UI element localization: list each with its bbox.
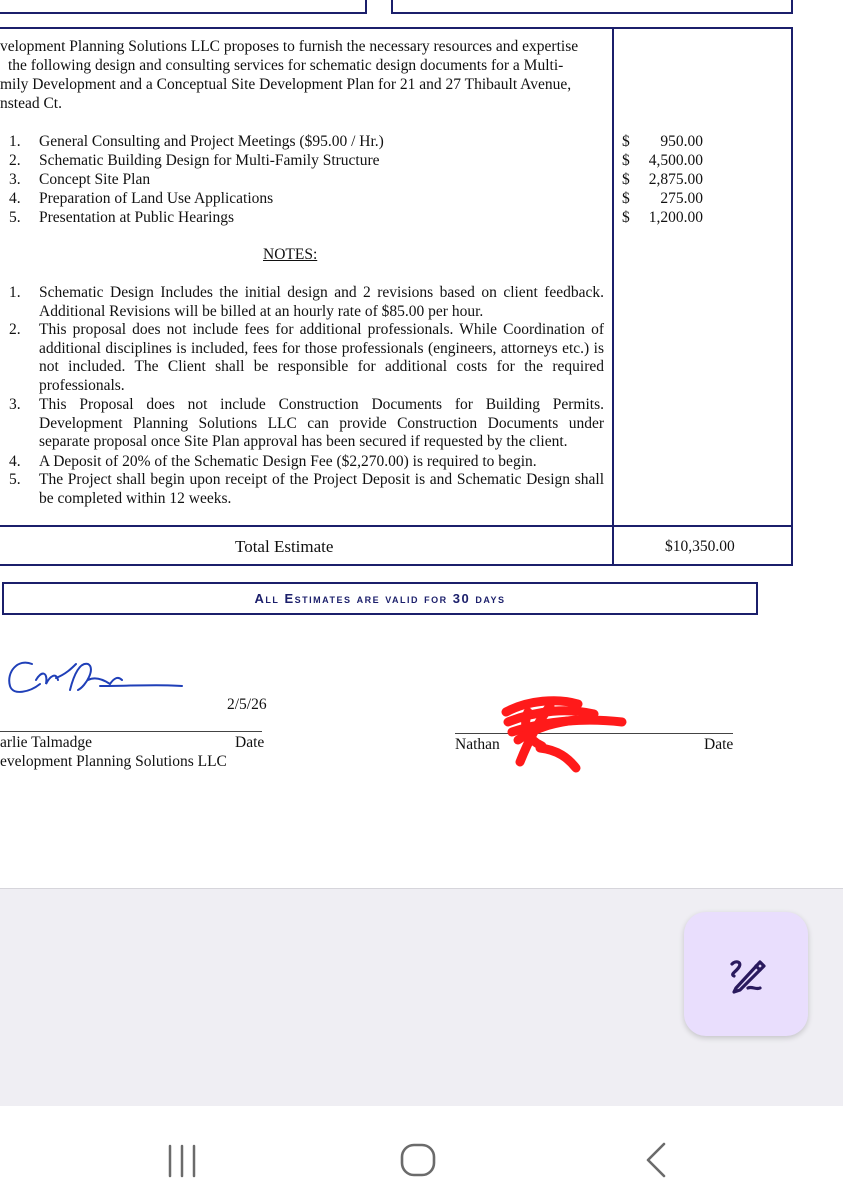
service-number: 2. xyxy=(9,152,21,169)
signature-date-label: Date xyxy=(235,734,265,751)
header-box-right xyxy=(391,0,793,14)
service-amount: 4,500.00 xyxy=(648,152,703,169)
service-label: Presentation at Public Hearings xyxy=(39,209,234,226)
intro-line: the following design and consulting services for schematic design documents for a Multi- xyxy=(8,57,564,74)
total-row-divider xyxy=(0,525,793,527)
amount-column-divider xyxy=(612,27,614,566)
service-currency: $ xyxy=(622,152,630,169)
total-label: Total Estimate xyxy=(235,537,334,556)
note-number: 3. xyxy=(9,396,21,413)
notes-heading: NOTES: xyxy=(263,246,318,263)
intro-line: velopment Planning Solutions LLC proposes to furnish the necessary resources and expertise xyxy=(0,38,579,55)
note-text: The Project shall begin upon receipt of the Project Deposit is and Schematic Design shall be completed within 12 weeks. xyxy=(39,471,604,507)
recent-apps-icon[interactable] xyxy=(162,1140,202,1180)
note-text: Schematic Design Includes the initial design and 2 revisions based on client feedback. Additional Revisions will be billed at an hourly rate of $85.00 per hour. xyxy=(39,284,604,320)
service-amount: 2,875.00 xyxy=(648,171,703,188)
service-currency: $ xyxy=(622,171,630,188)
service-number: 5. xyxy=(9,209,21,226)
note-text: This Proposal does not include Construction Documents for Building Permits. Development Planning Solutions LLC can provide Construction Documents under separate proposal once Site Plan approval has been secured if requested by the client. xyxy=(39,396,604,451)
note-text: This proposal does not include fees for additional professionals. While Coordination of additional disciplines is included, fees for those professionals (engineers, attorneys etc.) is not included. The Client shall be responsible for additional costs for the required professionals. xyxy=(39,321,604,395)
home-icon[interactable] xyxy=(398,1140,438,1180)
note-number: 2. xyxy=(9,321,21,338)
service-number: 4. xyxy=(9,190,21,207)
service-currency: $ xyxy=(622,209,630,226)
sign-fab-button[interactable] xyxy=(684,912,808,1036)
service-label: General Consulting and Project Meetings ($95.00 / Hr.) xyxy=(39,133,384,150)
client-date-label: Date xyxy=(704,736,734,753)
note-number: 1. xyxy=(9,284,21,301)
signature-date-value: 2/5/26 xyxy=(227,696,267,713)
service-currency: $ xyxy=(622,133,630,150)
pen-sign-icon xyxy=(722,950,770,998)
service-amount: 950.00 xyxy=(660,133,703,150)
service-number: 1. xyxy=(9,133,21,150)
validity-banner xyxy=(2,582,758,615)
redaction-scribble xyxy=(498,692,638,782)
header-box-left xyxy=(0,0,367,14)
signer-name: arlie Talmadge xyxy=(0,734,93,751)
note-number: 4. xyxy=(9,453,21,470)
total-value: $10,350.00 xyxy=(665,538,735,555)
intro-line: mily Development and a Conceptual Site Development Plan for 21 and 27 Thibault Avenue, xyxy=(0,76,572,93)
service-amount: 1,200.00 xyxy=(648,209,703,226)
service-label: Concept Site Plan xyxy=(39,171,151,188)
back-icon[interactable] xyxy=(636,1140,676,1180)
service-number: 3. xyxy=(9,171,21,188)
intro-line: nstead Ct. xyxy=(0,95,62,112)
client-name: Nathan xyxy=(455,736,500,753)
signature-line-left xyxy=(0,731,262,732)
service-label: Preparation of Land Use Applications xyxy=(39,190,274,207)
signer-company: evelopment Planning Solutions LLC xyxy=(0,753,227,770)
note-number: 5. xyxy=(9,471,21,488)
handwritten-signature xyxy=(0,650,200,710)
service-currency: $ xyxy=(622,190,630,207)
validity-banner-text: All Estimates are valid for 30 days xyxy=(254,591,506,606)
service-label: Schematic Building Design for Multi-Family Structure xyxy=(39,152,380,169)
note-text: A Deposit of 20% of the Schematic Design Fee ($2,270.00) is required to begin. xyxy=(39,453,537,470)
service-amount: 275.00 xyxy=(660,190,703,207)
system-nav-bar xyxy=(0,1106,843,1200)
